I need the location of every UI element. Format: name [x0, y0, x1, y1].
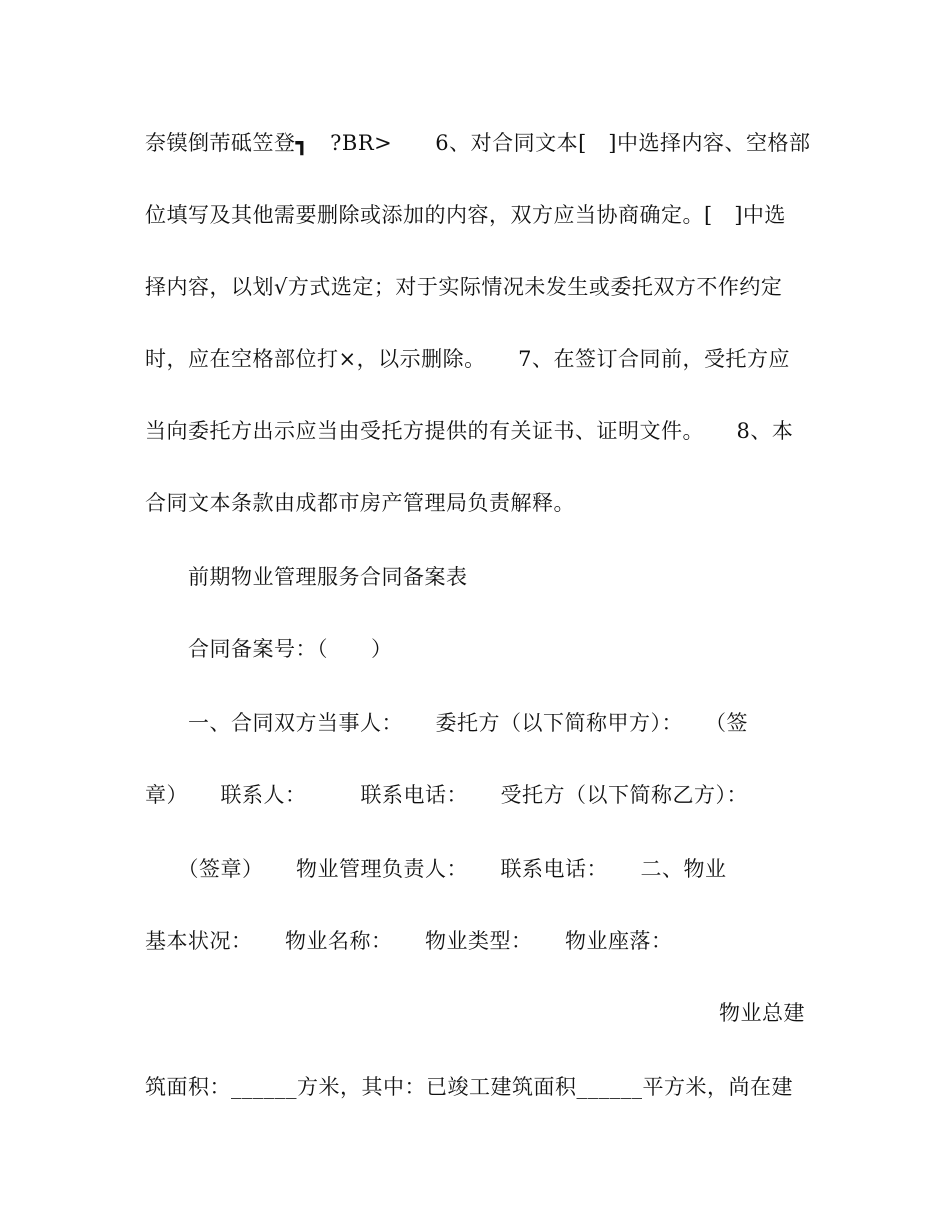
text-line-14: 筑面积：______方米，其中：已竣工建筑面积______平方米，尚在建 [145, 1075, 793, 1099]
text-line-3: 择内容，以划√方式选定；对于实际情况未发生或委托双方不作约定 [145, 275, 783, 299]
text-line-13: 物业总建 [719, 1001, 805, 1025]
text-line-9: 一、合同双方当事人： 委托方（以下简称甲方）： （签 [145, 711, 748, 735]
text-line-1: 奈镆倒芾砥笠登┓ ?BR> 6、对合同文本[ ]中选择内容、空格部 [145, 131, 811, 155]
text-line-4: 时，应在空格部位打×，以示删除。 7、在签订合同前，受托方应 [145, 347, 790, 371]
text-line-10: 章） 联系人： 联系电话： 受托方（以下简称乙方）： [145, 783, 748, 807]
text-line-11: （签章） 物业管理负责人： 联系电话： 二、物业 [145, 857, 727, 881]
text-line-12: 基本状况： 物业名称： 物业类型： 物业座落： [145, 929, 673, 953]
text-line-2: 位填写及其他需要删除或添加的内容，双方应当协商确定。[ ]中选 [145, 203, 786, 227]
text-line-6: 合同文本条款由成都市房产管理局负责解释。 [145, 491, 575, 515]
form-title: 前期物业管理服务合同备案表 [145, 565, 468, 589]
record-number-line: 合同备案号：（ ） [145, 637, 393, 661]
text-line-5: 当向委托方出示应当由受托方提供的有关证书、证明文件。 8、本 [145, 419, 794, 443]
